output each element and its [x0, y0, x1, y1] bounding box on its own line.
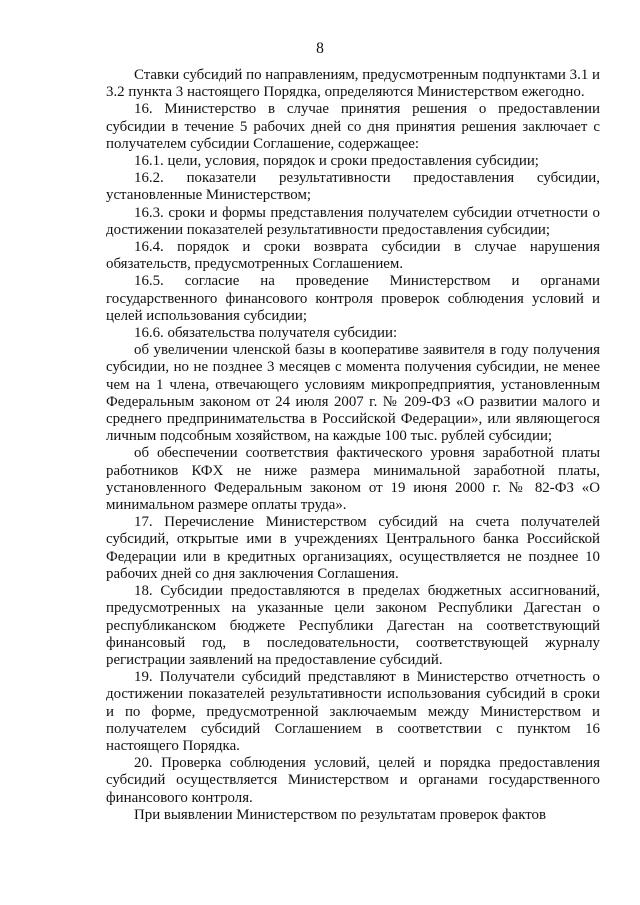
- paragraph-16-4: 16.4. порядок и сроки возврата субсидии в случае нарушения обязательств, предусмотренных Соглашением.: [106, 239, 600, 273]
- paragraph-16-5: 16.5. согласие на проведение Министерством и органами государственного финансового контроля проверок соблюдения условий и целей использования субсидии;: [106, 273, 600, 324]
- paragraph-obligation-membership: об увеличении членской базы в кооперативе заявителя в году получения субсидии, но не позднее 3 месяцев с момента получения субсидии, не менее чем на 1 члена, отвечающего условиям микропредприятия, установленным Федеральным законом от 24 июля 2007 г. № 209-ФЗ «О развитии малого и среднего предпринимательства в Российской Федерации», или являющегося личным подсобным хозяйством, на каждые 100 тыс. рублей субсидии;: [106, 342, 600, 445]
- paragraph-16-2: 16.2. показатели результативности предоставления субсидии, установленные Министерством;: [106, 170, 600, 204]
- document-body: [106, 67, 600, 824]
- paragraph-16-1: 16.1. цели, условия, порядок и сроки предоставления субсидии;: [134, 153, 539, 170]
- paragraph-subsidy-rates: Ставки субсидий по направлениям, предусмотренным подпунктами 3.1 и 3.2 пункта 3 настоящего Порядка, определяются Министерством ежегодно.: [106, 67, 600, 101]
- paragraph-16-3: 16.3. сроки и формы представления получателем субсидии отчетности о достижении показателей результативности предоставления субсидии;: [106, 204, 600, 238]
- paragraph-16-6: 16.6. обязательства получателя субсидии:: [134, 325, 398, 342]
- page-number: 8: [316, 40, 324, 57]
- paragraph-19: 19. Получатели субсидий представляют в Министерство отчетность о достижении показателей результативности использования субсидий в сроки и по форме, предусмотренной заключаемым между Министерством и получателем субсидий Соглашением в соответствии с пунктом 16 настоящего Порядка.: [106, 669, 600, 754]
- paragraph-20: 20. Проверка соблюдения условий, целей и порядка предоставления субсидий осуществляется Министерством и органами государственного финансового контроля.: [106, 755, 600, 806]
- paragraph-18: 18. Субсидии предоставляются в пределах бюджетных ассигнований, предусмотренных на указанные цели законом Республики Дагестан о республиканском бюджете Республики Дагестан на соответствующий финансовый год, в последовательности, соответствующей журналу регистрации заявлений на предоставление субсидий.: [106, 583, 600, 668]
- paragraph-obligation-wages: об обеспечении соответствия фактического уровня заработной платы работников КФХ не ниже размера минимальной заработной платы, установленного Федеральным законом от 19 июня 2000 г. № 82-ФЗ «О минимальном размере оплаты труда».: [106, 445, 600, 514]
- paragraph-inspection: При выявлении Министерством по результатам проверок фактов: [134, 806, 547, 823]
- paragraph-17: 17. Перечисление Министерством субсидий на счета получателей субсидий, открытые ими в учреждениях Центрального банка Российской Федерации или в кредитных организациях, осуществляется не позднее 10 рабочих дней со дня заключения Соглашения.: [106, 514, 600, 582]
- paragraph-16: 16. Министерство в случае принятия решения о предоставлении субсидии в течение 5 рабочих дней со дня принятия решения заключает с получателем субсидии Соглашение, содержащее:: [106, 101, 600, 152]
